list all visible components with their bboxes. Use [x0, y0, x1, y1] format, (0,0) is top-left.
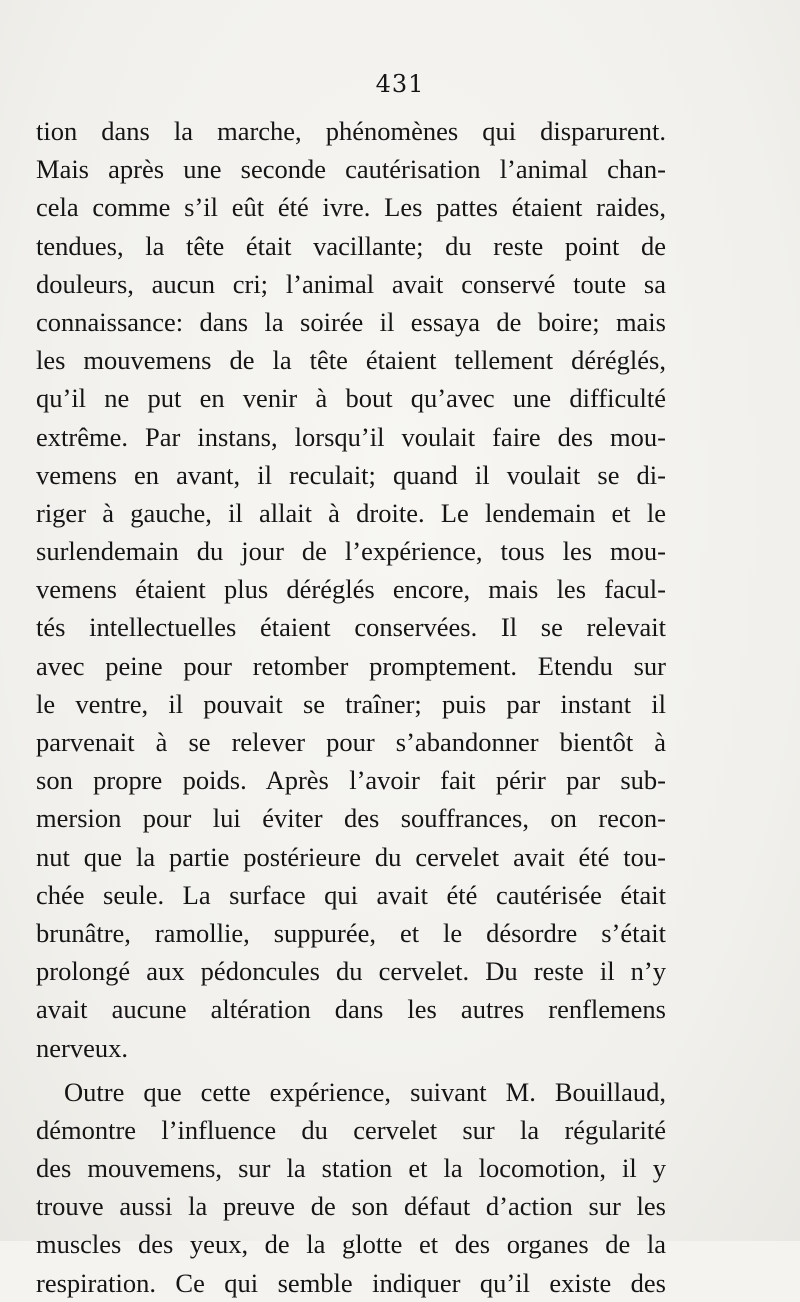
- text-line: les mouvemens de la tête étaient tellement déréglés,: [36, 345, 666, 376]
- paragraph: [36, 1073, 666, 1302]
- text-line: parvenait à se relever pour s’abandonner bientôt à: [36, 727, 666, 757]
- text-line: respiration. Ce qui semble indiquer qu’il existe des: [36, 1267, 666, 1298]
- text-line: vemens étaient plus déréglés encore, mais les facul-: [36, 574, 666, 605]
- text-line: tion dans la marche, phénomènes qui disparurent.: [36, 116, 666, 146]
- text-line: tés intellectuelles étaient conservées. Il se relevait: [36, 612, 666, 643]
- text-line: avec peine pour retomber promptement. Etendu sur: [36, 650, 666, 681]
- text-line: son propre poids. Après l’avoir fait périr par sub-: [36, 765, 666, 796]
- page-number: 431: [375, 70, 425, 98]
- text-line: des mouvemens, sur la station et la locomotion, il y: [36, 1153, 666, 1184]
- text-line: mersion pour lui éviter des souffrances, on recon-: [36, 803, 666, 834]
- text-line: extrême. Par instans, lorsqu’il voulait faire des mou-: [36, 421, 666, 452]
- paragraph: [36, 112, 666, 1067]
- text-line: chée seule. La surface qui avait été cautérisée était: [36, 879, 666, 910]
- text-line: nut que la partie postérieure du cervelet avait été tou-: [36, 841, 666, 872]
- text-line: connaissance: dans la soirée il essaya de boire; mais: [36, 306, 666, 337]
- text-line: nerveux.: [36, 1032, 128, 1063]
- text-line: douleurs, aucun cri; l’animal avait conservé toute sa: [36, 268, 666, 299]
- text-line: démontre l’influence du cervelet sur la régularité: [36, 1114, 666, 1145]
- text-line: qu’il ne put en venir à bout qu’avec une difficulté: [36, 383, 666, 414]
- text-line: muscles des yeux, de la glotte et des organes de la: [36, 1229, 666, 1260]
- body-text: [36, 112, 666, 1302]
- text-line: trouve aussi la preuve de son défaut d’action sur les: [36, 1191, 666, 1222]
- text-line: surlendemain du jour de l’expérience, tous les mou-: [36, 536, 666, 567]
- text-line: le ventre, il pouvait se traîner; puis par instant il: [36, 688, 666, 719]
- text-line: tendues, la tête était vacillante; du reste point de: [36, 230, 666, 261]
- text-line: avait aucune altération dans les autres renflemens: [36, 994, 666, 1025]
- text-line: prolongé aux pédoncules du cervelet. Du reste il n’y: [36, 956, 666, 987]
- text-line: brunâtre, ramollie, suppurée, et le désordre s’était: [36, 917, 666, 948]
- text-line: riger à gauche, il allait à droite. Le lendemain et le: [36, 497, 666, 528]
- text-line: Outre que cette expérience, suivant M. Bouillaud,: [64, 1076, 666, 1107]
- text-line: Mais après une seconde cautérisation l’animal chan-: [36, 154, 666, 185]
- text-line: cela comme s’il eût été ivre. Les pattes étaient raides,: [36, 192, 666, 223]
- text-line: vemens en avant, il reculait; quand il voulait se di-: [36, 459, 666, 490]
